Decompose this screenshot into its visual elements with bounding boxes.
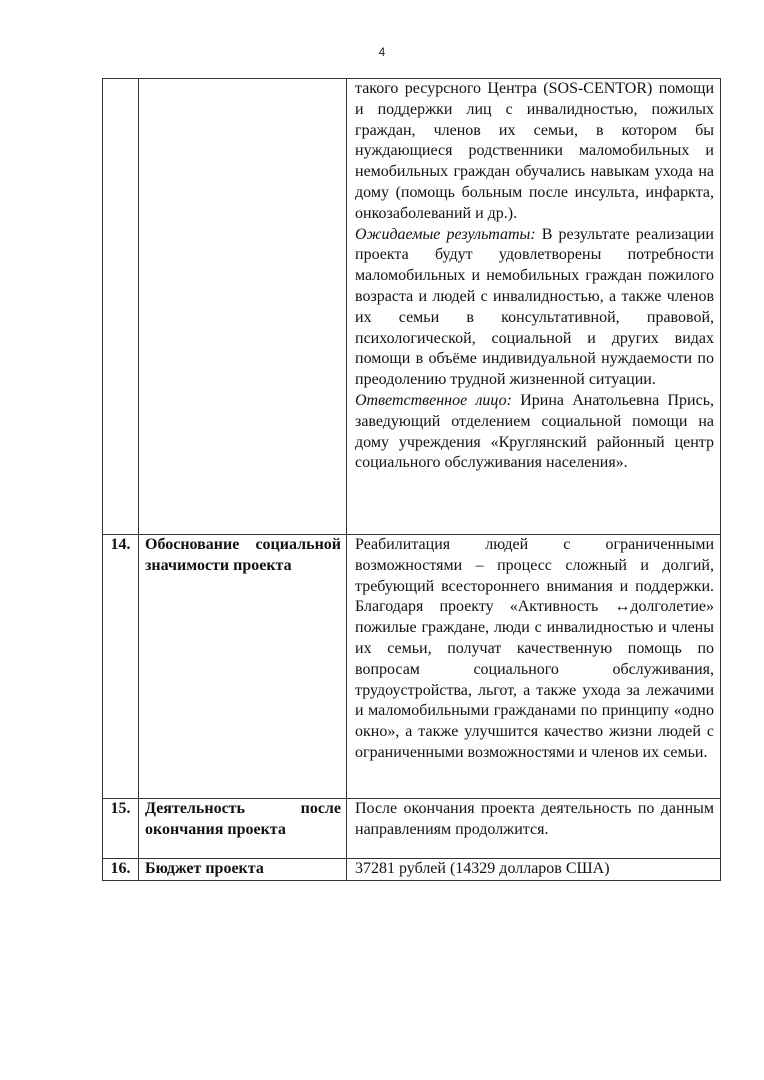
table-row-15 [103,799,721,859]
activity-after-project-text: После окончания проекта деятельность по данным направлениям продолжится. [355,800,714,838]
expected-results-text: В результате реализации проекта будут удовлетворены потребности маломобильных и немобильных граждан пожилого возраста и людей с инвалидностью, а также членов их семьи в консультативной, правовой, психологической, социальной и других видах помощи в объёме индивидуальной нуждаемости по преодолению трудной жизненной ситуации. [355,225,714,389]
table-row-14 [103,535,721,799]
table-row-continuation [103,79,721,535]
responsible-person-paragraph [355,391,714,474]
expected-results-paragraph [355,225,714,391]
row-number-15: 15. [103,799,139,859]
page-number: 4 [378,45,386,59]
row-number-14: 14. [103,535,139,799]
row-label-cell [139,79,347,535]
row-content-activity-after-project [347,799,721,859]
row-content-social-significance [347,535,721,799]
table-row-16 [103,859,721,881]
row-number-cell [103,79,139,535]
social-significance-text: Реабилитация людей с ограниченными возможностями – процесс сложный и долгий, требующий всестороннего внимания и поддержки. Благодаря проекту «Активность ↔долголетие» пожилые граждане, люди с инвалидностью и члены их семьи, получат качественную помощь по вопросам социального обслуживания, трудоустройства, льгот, а также ухода за лежачими и маломобильными гражданами по принципу «одно окно», а также улучшится качество жизни людей с ограниченными возможностями и членов их семьи. [355,536,714,761]
row-content-cell [347,79,721,535]
budget-text: 37281 рублей (14329 долларов США) [355,860,610,877]
row-content-budget [347,859,721,881]
row-label-social-significance: Обоснование социальной значимости проекта [139,535,347,799]
row-label-activity-after-project: Деятельность после окончания проекта [139,799,347,859]
row-number-16: 16. [103,859,139,881]
expected-results-lead: Ожидаемые результаты: [355,225,536,243]
responsible-person-text: Ирина Анатольевна Прись, заведующий отделением социальной помощи на дому учреждения «Круглянский районный центр социального обслуживания населения». [355,391,714,472]
project-table [102,78,721,881]
responsible-person-lead: Ответственное лицо: [355,391,512,409]
row-label-budget: Бюджет проекта [139,859,347,881]
resource-center-text: такого ресурсного Центра (SOS-CENTOR) помощи и поддержки лиц с инвалидностью, пожилых граждан, членов их семьи, в котором бы нуждающиеся родственники маломобильных и немобильных граждан обучались навыкам ухода на дому (помощь больным после инсульта, инфаркта, онкозаболеваний и др.). [355,80,714,222]
